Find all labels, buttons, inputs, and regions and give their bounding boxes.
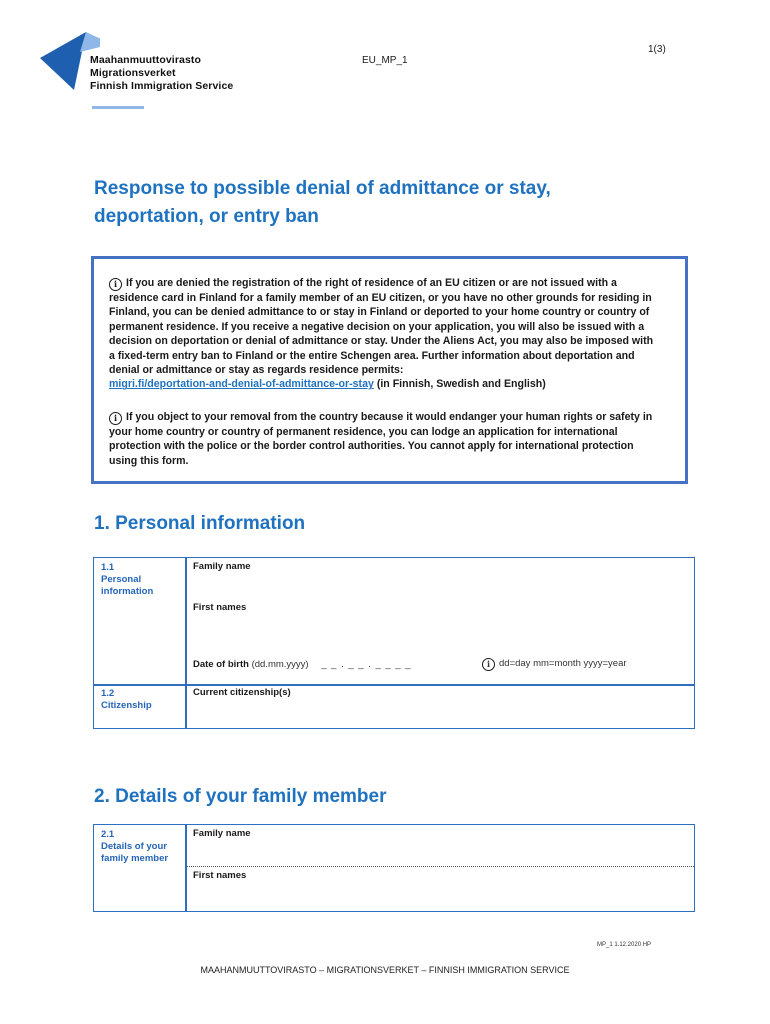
table-divider — [94, 684, 694, 686]
dob-format-text: dd=day mm=month yyyy=year — [499, 658, 627, 669]
page-title: Response to possible denial of admittance or stay, deportation, or entry ban — [94, 178, 551, 227]
org-name-sv: Migrationsverket — [90, 67, 176, 79]
dob-format-hint — [482, 658, 627, 671]
info-paragraph-2 — [109, 410, 659, 468]
first-names-field[interactable]: First names — [193, 602, 247, 613]
info-paragraph-2-text: If you object to your removal from the country because it would endanger your human rights or safety in your home country or country of permanent residence, you can lodge an application for international protection with the police or the border control authorities. You cannot apply for international protection using this form. — [109, 411, 653, 467]
form-version-code: MP_1 1.12.2020 HP — [597, 942, 652, 948]
logo-underline — [92, 106, 144, 109]
info-icon: i — [109, 278, 122, 291]
table-divider — [185, 825, 187, 911]
footer-agency-line: MAAHANMUUTTOVIRASTO – MIGRATIONSVERKET – FINNISH IMMIGRATION SERVICE — [200, 965, 570, 975]
info-icon: i — [482, 658, 495, 671]
dotted-separator — [187, 866, 694, 867]
row-label-personal-information: 1.1 Personal information — [101, 562, 154, 597]
org-name-en: Finnish Immigration Service — [90, 80, 234, 92]
agency-logo — [40, 30, 250, 100]
org-name-fi: Maahanmuuttovirasto — [90, 54, 201, 66]
row-label-citizenship: 1.2 Citizenship — [101, 688, 152, 711]
info-box — [91, 256, 688, 484]
info-link-suffix: (in Finnish, Swedish and English) — [376, 378, 546, 391]
document-code: EU_MP_1 — [362, 55, 408, 66]
family-name-field[interactable]: Family name — [193, 561, 251, 572]
dob-input-placeholder[interactable]: _ _ . _ _ . _ _ _ _ — [321, 659, 412, 670]
info-paragraph-1-text: If you are denied the registration of the right of residence of an EU citizen or are not issued with a residence card in Finland for a family member of an EU citizen, or you have no other grounds for residing in Finland, you can be denied admittance to or stay in Finland or deported to your home country or country of permanent residence. If you receive a negative decision on your application, you will also be issued with a decision on deportation or denial of admittance or stay. Under the Aliens Act, you may also be imposed with a fixed-term entry ban to Finland or the entire Schengen area. Further information about deportation and denial or admittance or stay as regards residence permits: — [109, 277, 654, 377]
row-label-family-member: 2.1 Details of your family member — [101, 829, 169, 864]
family-member-first-names-field[interactable]: First names — [193, 870, 247, 881]
dob-label: Date of birth — [193, 659, 249, 670]
personal-info-table — [93, 557, 695, 729]
info-paragraph-1 — [109, 276, 659, 392]
family-member-family-name-field[interactable]: Family name — [193, 828, 251, 839]
dob-hint: (dd.mm.yyyy) — [251, 659, 309, 670]
family-member-table — [93, 824, 695, 912]
info-link[interactable]: migri.fi/deportation-and-denial-of-admittance-or-stay — [109, 378, 374, 391]
section-2-title: 2. Details of your family member — [94, 786, 387, 807]
date-of-birth-field[interactable] — [193, 659, 412, 670]
citizenship-field[interactable]: Current citizenship(s) — [193, 687, 291, 698]
table-divider — [185, 558, 187, 728]
info-icon: i — [109, 412, 122, 425]
section-1-title: 1. Personal information — [94, 513, 306, 534]
page-number: 1(3) — [648, 44, 666, 55]
